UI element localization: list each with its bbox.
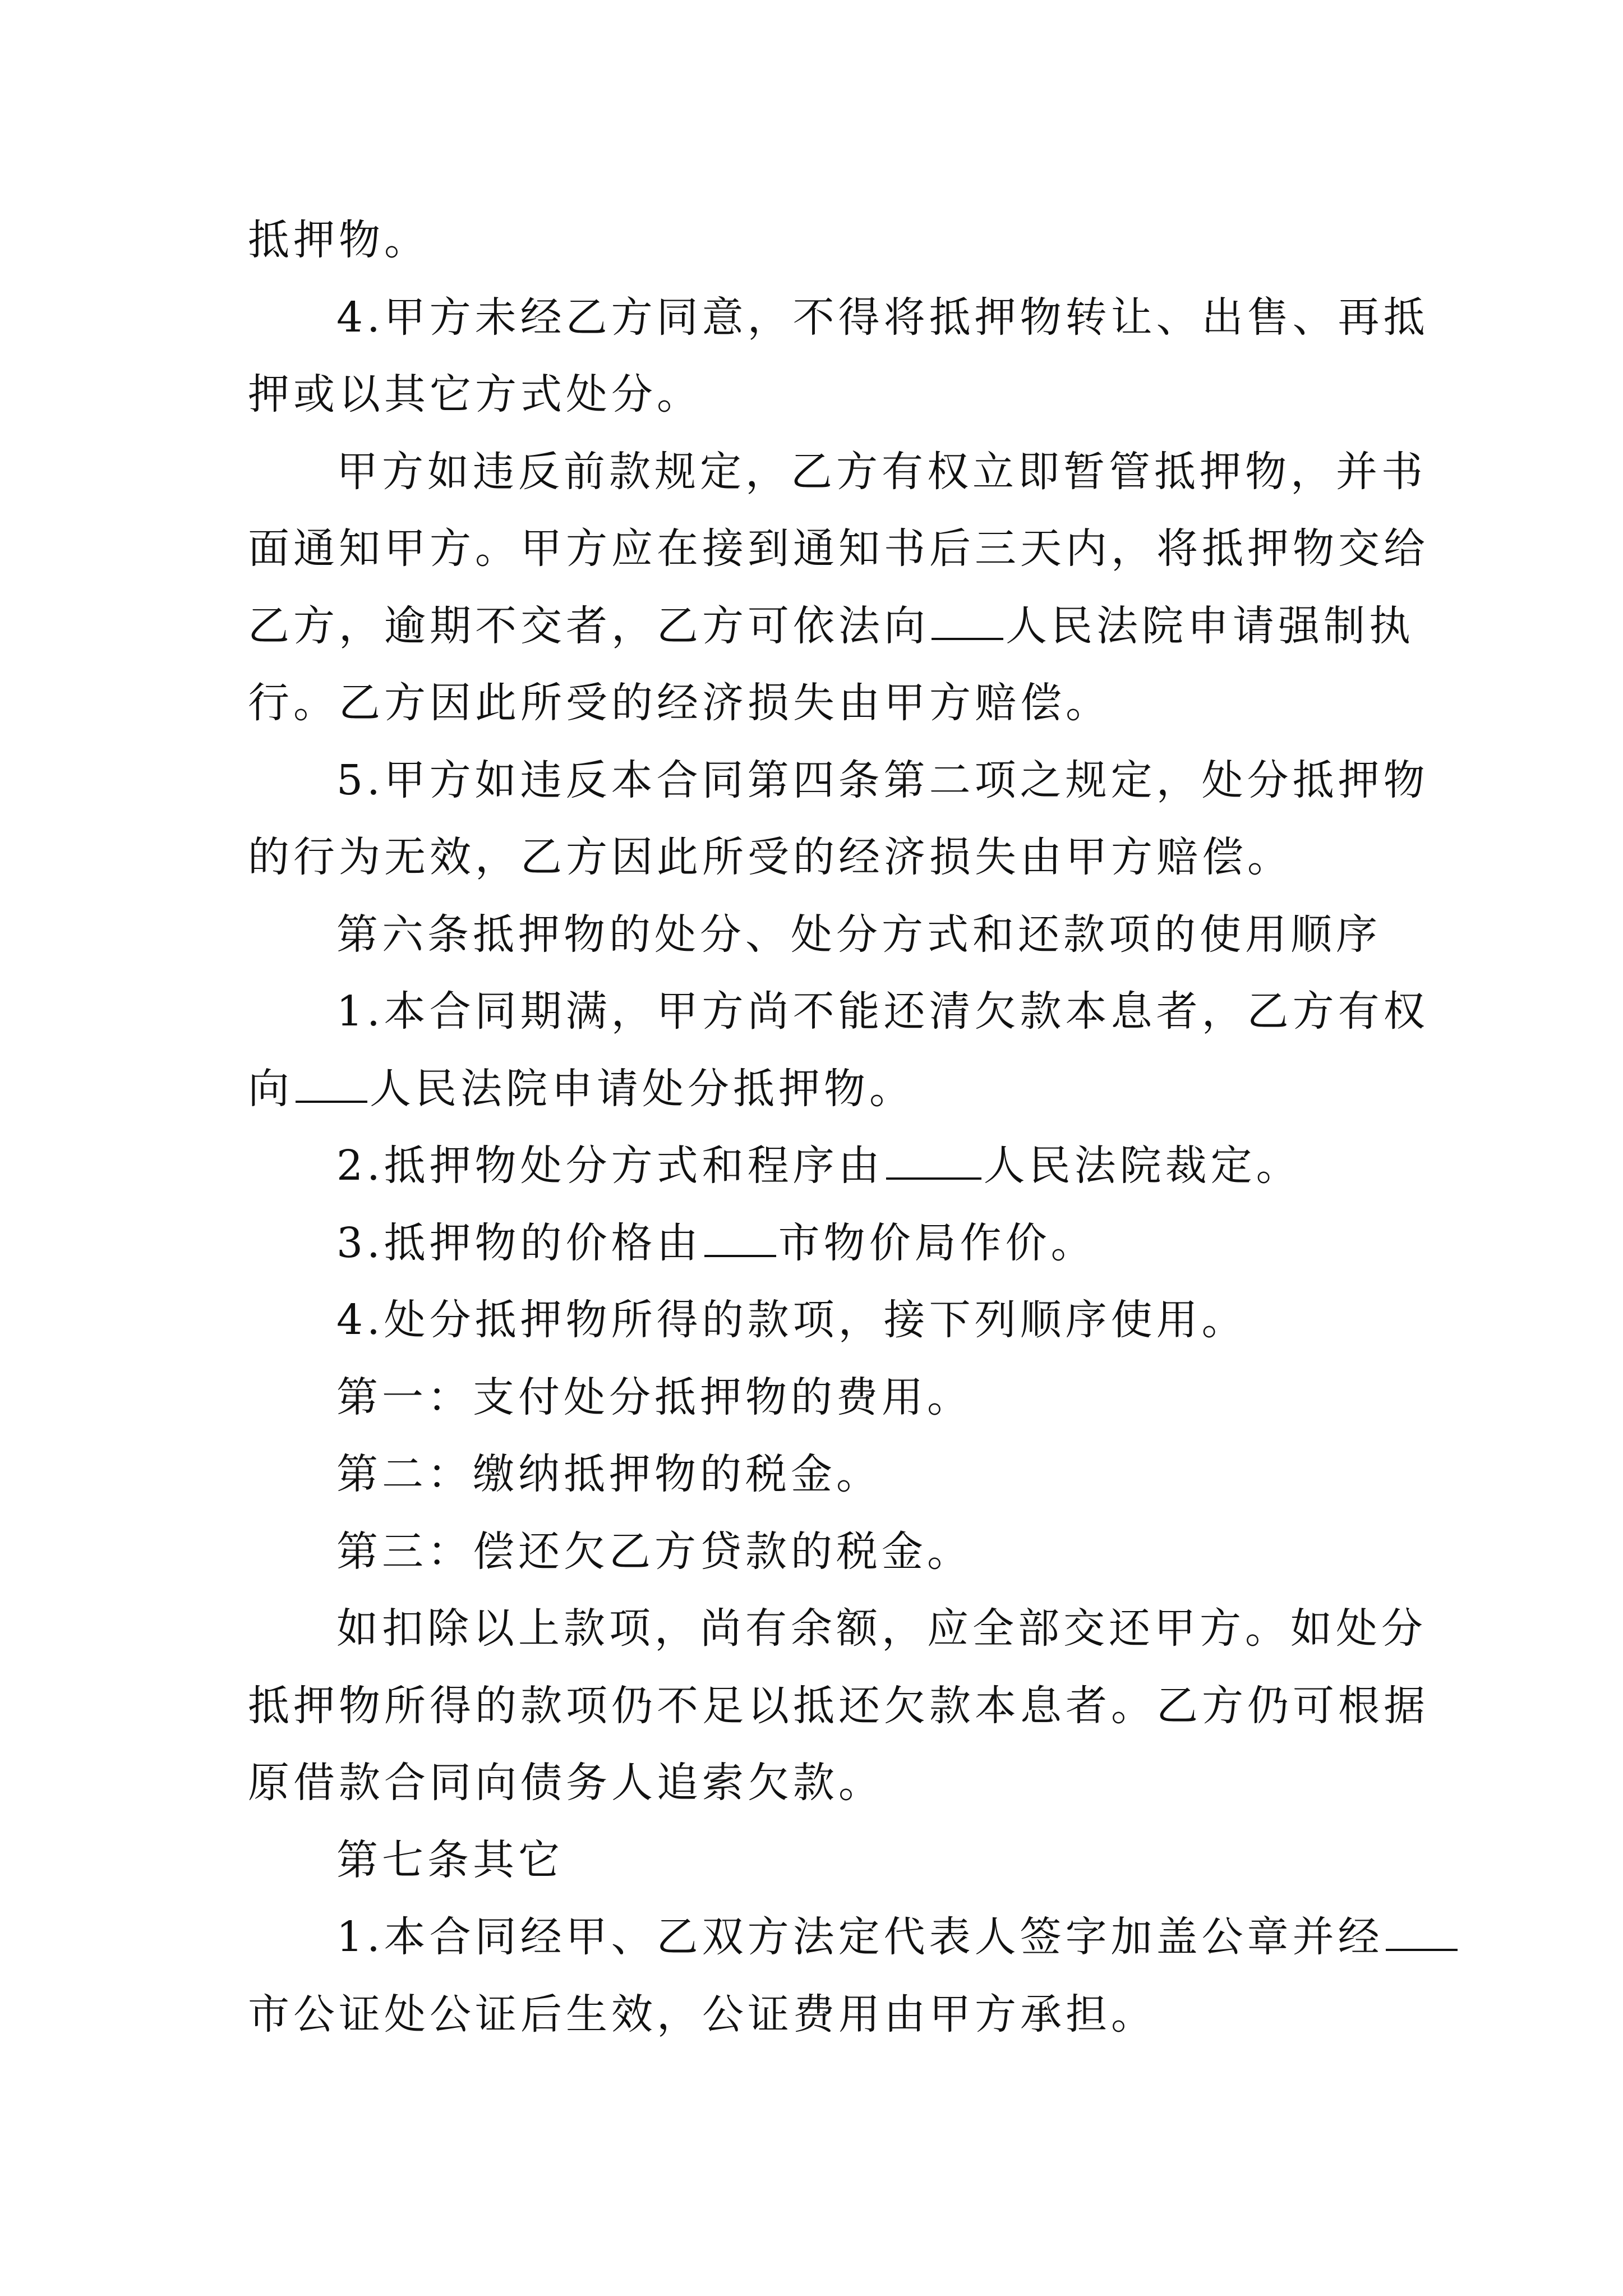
text-line — [248, 1359, 1392, 1437]
line-text: 行。乙方因此所受的经济损失由甲方赔偿。 — [248, 679, 1111, 727]
document-page — [248, 202, 1429, 2053]
text-line — [248, 973, 1429, 1051]
line-text: 抵押物。 — [248, 216, 430, 264]
line-text: 第六条抵押物的处分、处分方式和还款项的使用顺序 — [336, 910, 1381, 959]
line-text: 人民法院裁定。 — [983, 1142, 1302, 1190]
line-text: 5.甲方如违反本合同第四条第二项之规定，处分抵押物 — [336, 756, 1429, 804]
text-line — [248, 1513, 1392, 1591]
text-line — [248, 665, 1392, 742]
line-text: 甲方如违反前款规定，乙方有权立即暂管抵押物，并书 — [336, 447, 1427, 496]
line-text: 第三：偿还欠乙方贷款的税金。 — [336, 1527, 972, 1576]
text-line — [248, 1976, 1392, 2054]
fill-in-blank — [886, 1142, 981, 1180]
line-text: 第一：支付处分抵押物的费用。 — [336, 1373, 972, 1421]
line-text: 乙方，逾期不交者，乙方可依法向 — [248, 601, 929, 650]
line-text: 4.甲方未经乙方同意，不得将抵押物转让、出售、再抵 — [336, 293, 1429, 342]
line-text: 原借款合同向债务人追索欠款。 — [248, 1759, 884, 1807]
text-line — [248, 1668, 1429, 1745]
line-text: 第二：缴纳抵押物的税金。 — [336, 1450, 882, 1498]
section-heading — [248, 1822, 1392, 1899]
line-text: 人民法院申请强制执 — [1006, 601, 1414, 650]
text-line — [248, 1205, 1392, 1282]
line-text: 1.本合同经甲、乙双方法定代表人签字加盖公章并经 — [336, 1913, 1384, 1961]
text-line — [248, 1745, 1392, 1822]
fill-in-blank — [1386, 1913, 1458, 1951]
text-line — [248, 434, 1427, 511]
text-line — [248, 588, 1414, 665]
text-line — [248, 510, 1429, 588]
line-text: 面通知甲方。甲方应在接到通知书后三天内，将抵押物交给 — [248, 524, 1429, 573]
line-text: 2.抵押物处分方式和程序由 — [336, 1142, 884, 1190]
text-line — [248, 1436, 1392, 1513]
line-text: 4.处分抵押物所得的款项，接下列顺序使用。 — [336, 1296, 1247, 1344]
line-text: 人民法院申请处分抵押物。 — [370, 1064, 915, 1113]
line-text: 押或以其它方式处分。 — [248, 370, 702, 418]
fill-in-blank — [296, 1065, 367, 1103]
text-line — [248, 819, 1392, 896]
line-text: 市物价局作价。 — [778, 1218, 1096, 1267]
line-text: 向 — [248, 1064, 293, 1113]
text-line — [248, 1590, 1427, 1668]
text-line — [248, 202, 1392, 279]
text-line — [248, 1282, 1392, 1359]
fill-in-blank — [704, 1219, 776, 1257]
line-text: 抵押物所得的款项仍不足以抵还欠款本息者。乙方仍可根据 — [248, 1681, 1429, 1730]
line-text: 第七条其它 — [336, 1835, 564, 1884]
line-text: 的行为无效，乙方因此所受的经济损失由甲方赔偿。 — [248, 833, 1293, 881]
line-text: 1.本合同期满，甲方尚不能还清欠款本息者，乙方有权 — [336, 987, 1429, 1036]
text-line — [248, 1899, 1392, 1976]
section-heading — [248, 896, 1392, 974]
fill-in-blank — [932, 602, 1003, 640]
line-text: 市公证处公证后生效，公证费用由甲方承担。 — [248, 1990, 1156, 2039]
text-line — [248, 279, 1429, 357]
line-text: 3.抵押物的价格由 — [336, 1218, 702, 1267]
line-text: 如扣除以上款项，尚有余额，应全部交还甲方。如处分 — [336, 1604, 1427, 1653]
text-line — [248, 742, 1429, 820]
text-line — [248, 1051, 1392, 1128]
text-line — [248, 356, 1392, 434]
text-line — [248, 1128, 1392, 1205]
